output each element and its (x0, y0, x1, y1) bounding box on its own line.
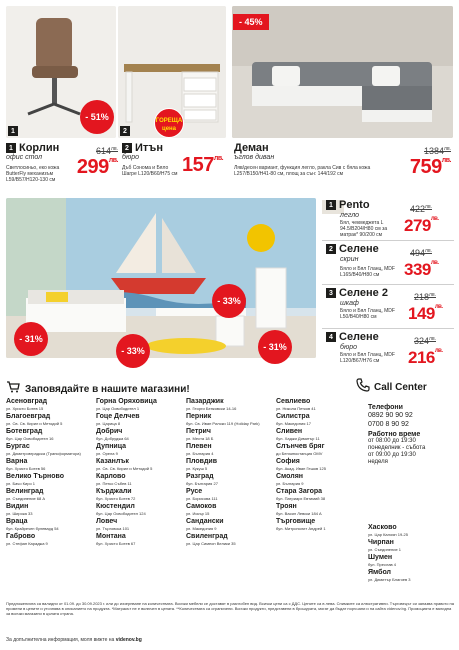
store-entry[interactable] (96, 443, 182, 456)
phone-number[interactable]: 0700 8 90 92 (368, 421, 409, 428)
store-entry[interactable] (186, 518, 272, 531)
store-city: Карлово (96, 473, 126, 480)
product-name: Рento (339, 199, 370, 211)
call-center-title: Call Center (374, 382, 427, 393)
store-address: бул. Крайречен булевард 54 (6, 526, 59, 531)
product-selene-chest (322, 242, 454, 282)
store-address: ул. Св. Св. Кирил и Методий 5 (6, 421, 63, 426)
store-entry[interactable] (96, 398, 182, 411)
store-address: ул. Св. Св. Кирил и Методий 5 (96, 466, 153, 471)
store-address: бул. Христо Ботев 67 (96, 541, 136, 546)
store-address: бул. Добруджа 64 (96, 436, 129, 441)
store-city: Кюстендил (96, 503, 135, 510)
phones-label: Телефони (368, 404, 403, 411)
store-city: Слънчев бряг (276, 443, 325, 450)
new-price: $279^{лв.}$ (404, 216, 439, 235)
store-address: бул. Акад. Иван Гешов 125 (276, 466, 326, 471)
store-city: Монтана (96, 533, 126, 540)
store-city: Търговище (276, 518, 316, 525)
store-entry[interactable] (96, 533, 182, 546)
new-price: $216^{лв.}$ (408, 348, 443, 367)
store-column (186, 398, 272, 548)
store-entry[interactable]: Шумен бул. Преслав 4 (368, 554, 397, 567)
store-city: Видин (6, 503, 29, 510)
store-city: София (276, 458, 300, 465)
old-price: $218^{лв.}$ (414, 292, 436, 302)
store-entry[interactable] (96, 413, 182, 426)
store-column (96, 398, 182, 548)
store-address: бул. Митрополит Андрей 1 (276, 526, 326, 531)
store-city: Ботевград (6, 428, 43, 435)
store-city: Добрич (96, 428, 123, 435)
product-selene-desk (322, 330, 454, 370)
store-address: ул. Цар Симеон Велики 35 (186, 541, 236, 546)
price-deman (395, 146, 451, 179)
store-city: Варна (6, 458, 28, 465)
store-entry[interactable] (6, 443, 92, 456)
old-price: $1384^{лв.}$ (424, 146, 451, 156)
call-center-header (356, 378, 427, 397)
store-city: Гоце Делчев (96, 413, 140, 420)
store-city: Самоков (186, 503, 217, 510)
store-city: Петрич (186, 428, 211, 435)
store-entry[interactable] (186, 398, 272, 411)
store-entry[interactable] (96, 428, 182, 441)
store-entry[interactable]: Чирпан ул. Съединение 1 (368, 539, 401, 552)
hours-line: от 09:00 до 19:30 (368, 452, 416, 458)
store-address: ул. Георги Бенковски 14-16 (186, 406, 237, 411)
hours-line: от 08:00 до 19:30 (368, 438, 416, 444)
store-address: ул. Широка 33 (6, 511, 33, 516)
store-city: Дупница (96, 443, 127, 450)
discount-badge-korlin: - 51% (80, 100, 114, 134)
store-entry[interactable] (6, 503, 92, 516)
store-address: ул. Кукуш 5 (186, 466, 208, 471)
store-entry[interactable] (186, 533, 272, 546)
discount-badge-room-1: - 33% (212, 284, 246, 318)
store-city: Пазарджик (186, 398, 224, 405)
new-price: $759^{лв.}$ (409, 156, 451, 178)
store-entry[interactable] (276, 458, 362, 471)
product-type: ъглов диван (234, 154, 275, 161)
price-itan (182, 154, 223, 177)
store-address: ул. Места 18 Б (186, 436, 214, 441)
product-selene-2 (322, 286, 454, 326)
store-entry[interactable] (96, 473, 182, 486)
store-entry[interactable] (276, 503, 362, 516)
product-deman (234, 142, 384, 177)
store-address: ул. Христо Ботев 15 (6, 406, 44, 411)
store-city: Силистра (276, 413, 310, 420)
stores-title: Заповядайте в нашите магазини! (25, 383, 190, 395)
store-entry[interactable] (186, 458, 272, 471)
product-number: 2 (122, 143, 132, 153)
divider (322, 284, 454, 285)
store-city: Троян (276, 503, 297, 510)
side-stores (368, 524, 454, 584)
store-address: бул. Хаджи Димитър 11 (276, 436, 320, 441)
store-address: ул. Искър 15 (186, 511, 210, 516)
store-entry[interactable] (6, 458, 92, 471)
product-rento (322, 198, 454, 238)
store-city: Велинград (6, 488, 44, 495)
store-entry[interactable] (96, 503, 182, 516)
product-type: скрин (340, 256, 359, 263)
stores-header (6, 380, 190, 398)
hours-line: неделя (368, 459, 388, 465)
website-link[interactable]: videnov.bg (115, 637, 142, 643)
store-address: ул. Съединение 68 А (6, 496, 46, 501)
product-number: 1 (326, 200, 336, 210)
store-entry[interactable] (186, 488, 272, 501)
product-itan (122, 142, 182, 177)
new-price: $299^{лв.}$ (76, 156, 118, 178)
product-name: Селене (339, 331, 379, 343)
product-type: бюро (122, 154, 139, 161)
product-description: Светлосиньо, еко кожа ButterFly механизъм L59/B57/H120-130 см (6, 165, 60, 183)
product-name: Корлин (19, 142, 60, 154)
store-address: бул. Христо Ботев 56 (6, 466, 46, 471)
footer-info (6, 637, 142, 643)
hot-price-stamp: ГОРЕЩА цена (154, 108, 184, 138)
store-address: ул. Бачо Киро 1 (6, 481, 35, 486)
store-entry[interactable] (6, 428, 92, 441)
store-entry[interactable] (6, 518, 92, 531)
store-address: ул. Царица 8 (96, 421, 121, 426)
store-entry[interactable] (6, 533, 92, 546)
store-address: ул. Орела 9 (96, 451, 118, 456)
store-entry[interactable] (96, 458, 182, 471)
product-name: Селене (339, 243, 379, 255)
store-address: бул. Св. Иван Рилски 119 (Holiday Park) (186, 421, 260, 426)
store-city: Стара Загора (276, 488, 323, 495)
store-city: Разград (186, 473, 214, 480)
store-address: ул. Търговска 101 (96, 526, 130, 531)
product-description: Дъб Сонома и Бяло Шагре L120/B60/H75 см (122, 165, 178, 177)
store-address: ул. България 9 (276, 481, 304, 486)
store-entry[interactable] (186, 413, 272, 426)
store-entry[interactable] (276, 413, 362, 426)
store-entry[interactable] (96, 488, 182, 501)
store-entry[interactable] (6, 413, 92, 426)
store-entry[interactable] (96, 518, 182, 531)
store-address: ул. Димитровградска (Трансформатора) (6, 451, 81, 456)
footer-info-label: За допълнителна информация, моля вижте на (6, 637, 115, 643)
photo-number-1: 1 (8, 126, 18, 136)
store-city: Свиленград (186, 533, 228, 540)
product-type: бюро (340, 344, 357, 351)
product-number: 2 (326, 244, 336, 254)
store-entry[interactable] (6, 398, 92, 411)
store-city: Сандански (186, 518, 224, 525)
product-description: Бяло и Бял Гланц, MDF L165/B40/H80 см (340, 266, 395, 278)
store-address: бул. Македония 17 (276, 421, 311, 426)
old-price: $324^{лв.}$ (414, 336, 436, 346)
store-entry[interactable] (276, 443, 362, 456)
store-city: Сливен (276, 428, 303, 435)
product-number: 1 (6, 143, 16, 153)
old-price: $422^{лв.}$ (410, 204, 432, 214)
store-address: до Бензиностанция OMV (276, 451, 323, 456)
store-address: бул. България 27 (186, 481, 218, 486)
store-city: Казанлък (96, 458, 129, 465)
product-description: Бяло и Бял Гланц, MDF L120/B67/H76 см (340, 352, 395, 364)
store-address: бул. Христо Ботев 72 (96, 496, 136, 501)
store-city: Кърджали (96, 488, 132, 495)
product-number: 4 (326, 332, 336, 342)
store-entry[interactable] (276, 428, 362, 441)
store-address: бул. Васил Левски 184 А (276, 511, 322, 516)
store-entry[interactable] (186, 443, 272, 456)
store-address: ул. Петко Събев 11 (96, 481, 132, 486)
store-address: ул. България 4 (186, 451, 214, 456)
product-description: Бял, чекмеджета L 94.5/B204/H80 см за матрак* 90/200 см (340, 220, 388, 238)
store-city: Велико Търново (6, 473, 64, 480)
discount-badge-room-2: - 31% (14, 322, 48, 356)
store-city: Благоевград (6, 413, 51, 420)
store-city: Плевен (186, 443, 212, 450)
store-city: Асеновград (6, 398, 48, 405)
store-entry[interactable] (6, 473, 92, 486)
store-column (276, 398, 362, 533)
store-entry[interactable]: Ямбол ул. Димитър Благоев 3 (368, 569, 411, 582)
store-entry[interactable] (186, 473, 272, 486)
product-description: Бяло и Бял Гланц, MDF L50/B40/H80 см (340, 308, 395, 320)
store-column (6, 398, 92, 548)
hours-label: Работно време (368, 431, 421, 438)
discount-badge-room-3: - 33% (116, 334, 150, 368)
store-address: ул. Цар Освободител 1 (96, 406, 140, 411)
phone-icon (356, 378, 370, 397)
store-entry[interactable] (186, 428, 272, 441)
store-city: Смолян (276, 473, 304, 480)
phone-number[interactable]: 0892 90 90 92 (368, 412, 413, 419)
new-price: $157^{лв.}$ (182, 154, 224, 176)
divider (322, 328, 454, 329)
store-city: Пловдив (186, 458, 218, 465)
product-number: 3 (326, 288, 336, 298)
call-center-info (368, 404, 454, 466)
store-entry[interactable] (276, 518, 362, 531)
store-city: Перник (186, 413, 212, 420)
price-korlin (66, 146, 118, 179)
store-address: бул. Цар Освободител 124 (96, 511, 146, 516)
photo-number-2: 2 (120, 126, 130, 136)
product-type: легло (340, 212, 360, 219)
store-address: бул. Цар Освободител 16 (6, 436, 54, 441)
store-entry[interactable] (6, 488, 92, 501)
hours-line: понеделник - събота (368, 445, 426, 451)
store-address: ул. Никола Петков 41 (276, 406, 316, 411)
store-city: Враца (6, 518, 28, 525)
store-entry[interactable]: Хасково ул. Цар Калоян 19-25 (368, 524, 408, 537)
store-entry[interactable] (276, 473, 362, 486)
product-type: шкаф (340, 300, 359, 307)
store-address: бул. Патриарх Евтимий 38 (276, 496, 326, 501)
product-name: Итън (135, 142, 163, 154)
discount-badge-room-4: - 31% (258, 330, 292, 364)
footer-disclaimer: Предложенията са валидни от 01.09. до 30.09.2023 г. или до изчерпване на количествата. Всички мебели се доставят в разглобен вид. Всички цени са с ДДС. Цените са в лева. Снимките са илюстративни. Търговецът си запазва правото на промени в цените и уточнява в описанието на продукта. *Матракът не е включен в цената. **Количествата са ограничени. Всички продукти, представени в брошурата, могат да бъдат поръчани и на сайта videnov.bg. Промоцията е валидна за всички магазини в цялата страна. (6, 601, 454, 616)
product-description: Ляв/десен вариант, функция легло, ракла Сив с бяла кожа L257/B150/H41-80 см, площ за сън: 144/192 см (234, 165, 371, 177)
store-address: ул. Стефан Караджа 9 (6, 541, 48, 546)
discount-badge-deman: - 45% (233, 14, 269, 30)
store-entry[interactable] (186, 503, 272, 516)
store-city: Бургас (6, 443, 30, 450)
store-address: ул. Борисова 111 (186, 496, 218, 501)
store-city: Горна Оряховица (96, 398, 157, 405)
old-price: $494^{лв.}$ (410, 248, 432, 258)
cart-icon (6, 380, 20, 398)
product-name: Селене 2 (339, 287, 388, 299)
store-entry[interactable] (276, 398, 362, 411)
store-city: Габрово (6, 533, 36, 540)
store-address: ул. Македония 9 (186, 526, 217, 531)
product-name: Деман (234, 142, 269, 154)
store-city: Севлиево (276, 398, 311, 405)
store-city: Ловеч (96, 518, 118, 525)
store-city: Русе (186, 488, 203, 495)
new-price: $339^{лв.}$ (404, 260, 439, 279)
new-price: $149^{лв.}$ (408, 304, 443, 323)
divider (322, 240, 454, 241)
product-type: офис стол (6, 154, 43, 161)
old-price: $614^{лв.}$ (96, 146, 118, 156)
store-entry[interactable] (276, 488, 362, 501)
